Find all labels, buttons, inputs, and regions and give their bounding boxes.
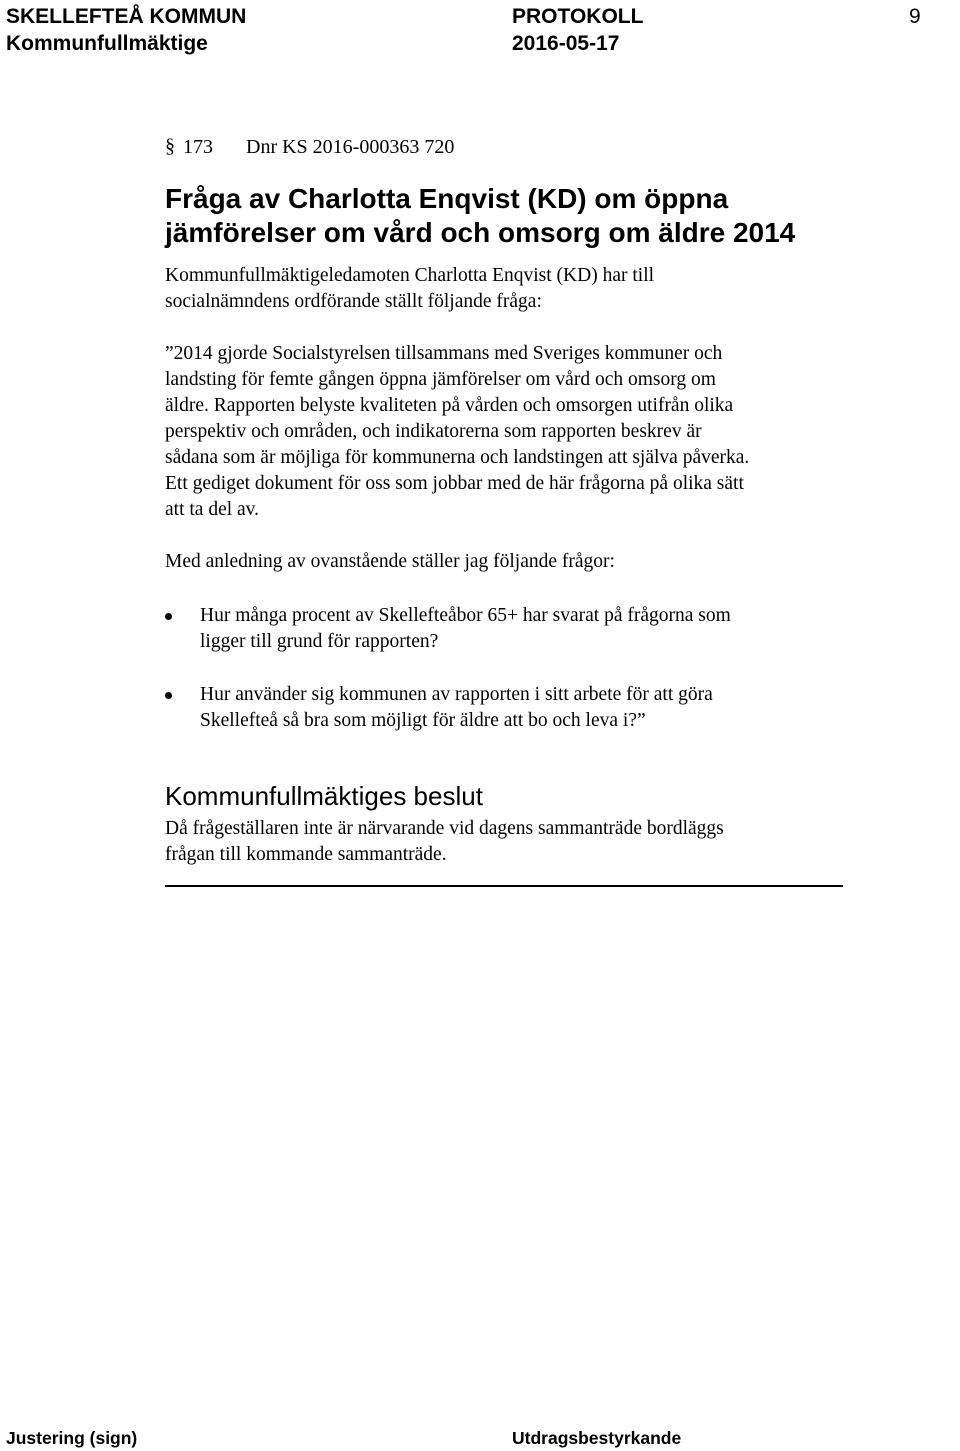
item-paragraph-symbol: §: [165, 135, 175, 157]
text-line: landsting för femte gången öppna jämförelser om vård och omsorg om: [165, 369, 716, 390]
questions-intro: Med anledning av ovanstående ställer jag följande frågor:: [165, 551, 615, 572]
text-line: socialnämndens ordförande ställt följande fråga:: [165, 291, 542, 312]
text-line: sådana som är möjliga för kommunerna och landstingen att själva påverka.: [165, 447, 750, 468]
bullet-icon: [165, 613, 172, 620]
text-line: Hur många procent av Skellefteåbor 65+ har svarat på frågorna som: [200, 605, 731, 626]
text-line: Ett gediget dokument för oss som jobbar med de här frågorna på olika sätt: [165, 473, 744, 494]
utdrag-label: Utdragsbestyrkande: [512, 1428, 682, 1448]
body-name: Kommunfullmäktige: [6, 32, 208, 55]
text-line: äldre. Rapporten belyste kvaliteten på vården och omsorgen utifrån olika: [165, 395, 734, 416]
question-text: [200, 682, 713, 734]
page-number: 9: [909, 5, 921, 28]
item-title: [165, 182, 795, 250]
quote-paragraph: [165, 341, 749, 523]
text-line: perspektiv och områden, och indikatorerna som rapporten beskrev är: [165, 421, 702, 442]
question-text: [200, 603, 731, 655]
justering-label: Justering (sign): [6, 1428, 138, 1448]
title-line: Fråga av Charlotta Enqvist (KD) om öppna: [165, 183, 729, 214]
meeting-date: 2016-05-17: [512, 32, 620, 55]
text-line: ligger till grund för rapporten?: [200, 631, 439, 652]
text-line: Skellefteå så bra som möjligt för äldre att bo och leva i?”: [200, 710, 646, 731]
bullet-icon: [165, 692, 172, 699]
org-name: SKELLEFTEÅ KOMMUN: [6, 5, 247, 28]
text-line: Hur använder sig kommunen av rapporten i sitt arbete för att göra: [200, 684, 713, 705]
text-line: Då frågeställaren inte är närvarande vid dagens sammanträde bordläggs: [165, 818, 724, 839]
text-line: Kommunfullmäktigeledamoten Charlotta Enqvist (KD) har till: [165, 265, 655, 286]
text-line: ”2014 gjorde Socialstyrelsen tillsammans med Sveriges kommuner och: [165, 343, 723, 364]
item-number: 173: [183, 136, 213, 158]
doc-type: PROTOKOLL: [512, 5, 644, 28]
title-line: jämförelser om vård och omsorg om äldre 2014: [165, 217, 796, 248]
text-line: frågan till kommande sammanträde.: [165, 844, 447, 865]
decision-paragraph: [165, 816, 724, 868]
decision-heading: Kommunfullmäktiges beslut: [165, 781, 483, 811]
intro-paragraph: [165, 263, 654, 315]
section-divider: [165, 885, 843, 887]
item-dnr: Dnr KS 2016-000363 720: [246, 136, 455, 158]
text-line: att ta del av.: [165, 499, 260, 520]
